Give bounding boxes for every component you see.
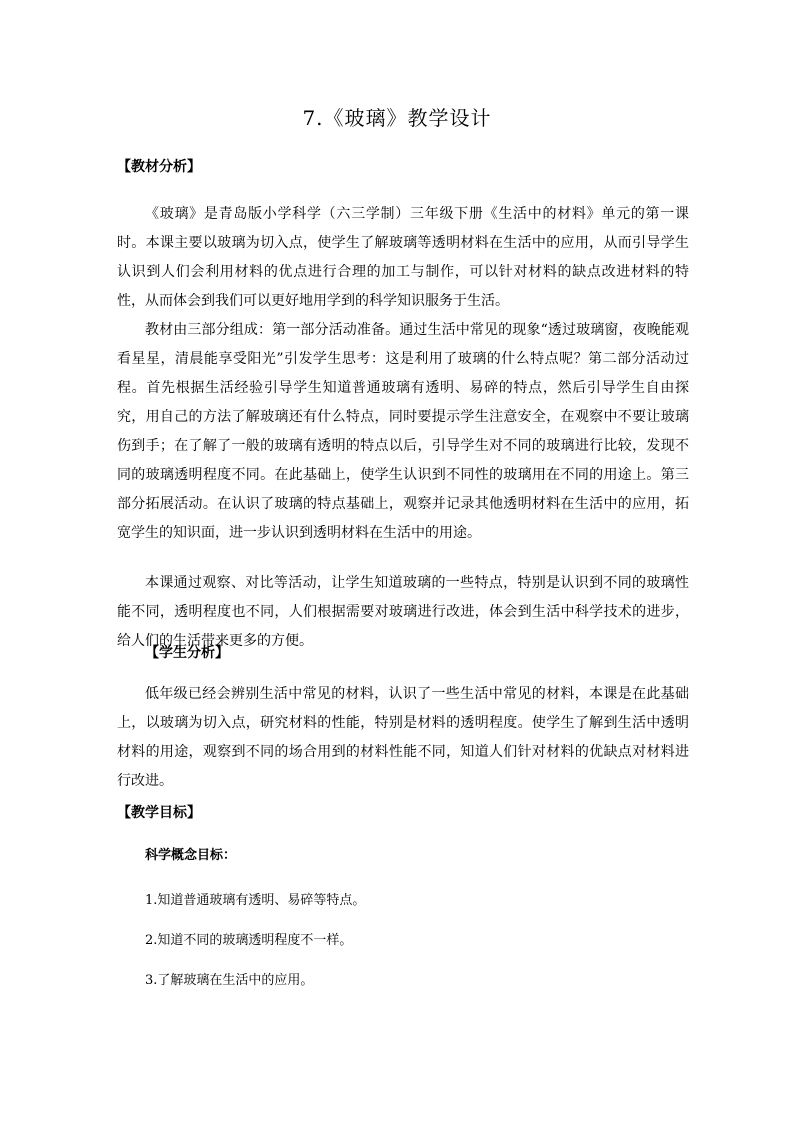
material-analysis-paragraph-3: 本课通过观察、对比等活动，让学生知道玻璃的一些特点，特别是认识到不同的玻璃性能不同，透明程度也不同，人们根据需要对玻璃进行改进，体会到生活中科学技术的进步，给人们的生活带来更多的方便。 — [117, 575, 689, 649]
goal-item-3: 3.了解玻璃在生活中的应用。 — [145, 973, 314, 988]
science-concept-goals-subheading: 科学概念目标： — [145, 848, 237, 863]
goal-item-2: 2.知道不同的玻璃透明程度不一样。 — [145, 933, 353, 948]
student-analysis-paragraph: 低年级已经会辨别生活中常见的材料，认识了一些生活中常见的材料，本课是在此基础上，以玻璃为切入点，研究材料的性能，特别是材料的透明程度。使学生了解到生活中透明材料的用途，观察到不同的场合用到的材料性能不同，知道人们针对材料的优缺点对材料进行改进。 — [117, 686, 689, 789]
document-title: 7.《玻璃》教学设计 — [302, 106, 492, 130]
material-analysis-paragraph-1: 《玻璃》是青岛版小学科学（六三学制）三年级下册《生活中的材料》单元的第一课时。本课主要以玻璃为切入点，使学生了解玻璃等透明材料在生活中的应用，从而引导学生认识到人们会利用材料的优点进行合理的加工与制作，可以针对材料的缺点改进材料的特性，从而体会到我们可以更好地用学到的科学知识服务于生活。 — [117, 206, 689, 309]
material-analysis-paragraph-2: 教材由三部分组成：第一部分活动准备。通过生活中常见的现象“透过玻璃窗，夜晚能观看星星，清晨能享受阳光”引发学生思考：这是利用了玻璃的什么特点呢？第二部分活动过程。首先根据生活经验引导学生知道普通玻璃有透明、易碎的特点，然后引导学生自由探究，用自己的方法了解玻璃还有什么特点，同时要提示学生注意安全，在观察中不要让玻璃伤到手；在了解了一般的玻璃有透明的特点以后，引导学生对不同的玻璃进行比较，发现不同的玻璃透明程度不同。在此基础上，使学生认识到不同性的玻璃用在不同的用途上。第三部分拓展活动。在认识了玻璃的特点基础上，观察并记录其他透明材料在生活中的应用，拓宽学生的知识面，进一步认识到透明材料在生活中的用途。 — [117, 322, 689, 541]
goal-item-1: 1.知道普通玻璃有透明、易碎等特点。 — [145, 893, 366, 908]
student-analysis-heading: 【学生分析】 — [145, 645, 229, 661]
material-analysis-heading: 【教材分析】 — [117, 159, 201, 175]
teaching-goals-heading: 【教学目标】 — [117, 805, 201, 821]
